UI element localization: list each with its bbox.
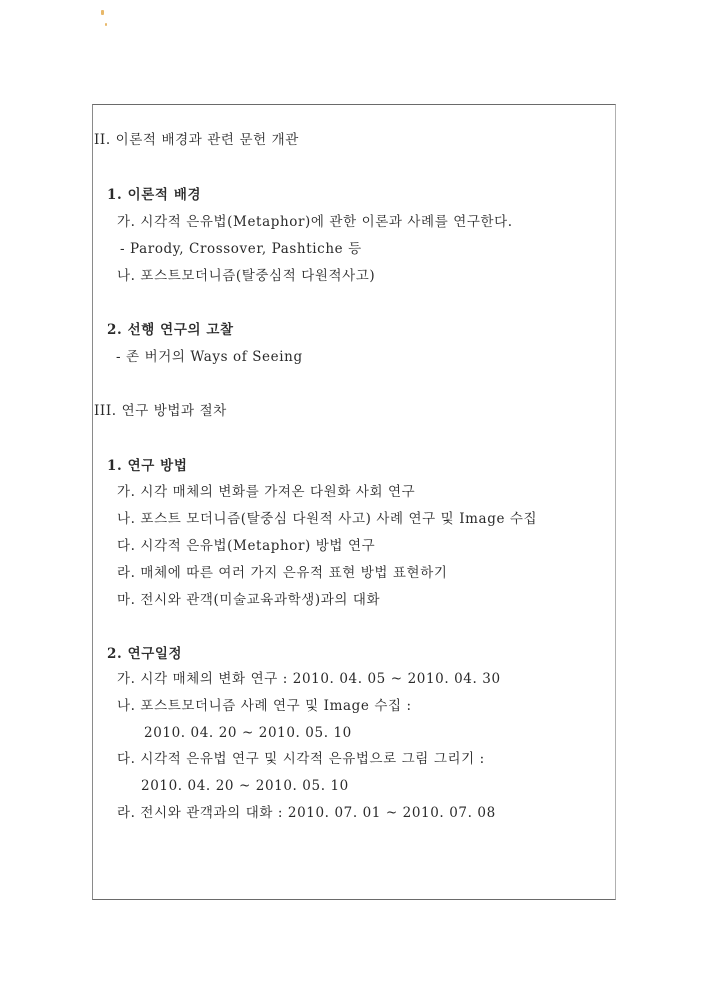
list-item: 라. 매체에 따른 여러 가지 은유적 표현 방법 표현하기 <box>117 565 448 581</box>
scan-speck <box>101 10 104 15</box>
subsection-heading: 1. 연구 방법 <box>107 458 188 474</box>
list-item: 나. 포스트 모더니즘(탈중심 다원적 사고) 사례 연구 및 Image 수집 <box>117 511 538 527</box>
scan-speck <box>105 23 107 26</box>
schedule-item: 다. 시각적 은유법 연구 및 시각적 은유법으로 그림 그리기 : <box>117 751 485 767</box>
schedule-item: 나. 포스트모더니즘 사례 연구 및 Image 수집 : <box>117 698 412 714</box>
subsection-heading: 1. 이론적 배경 <box>107 187 202 203</box>
list-item: 다. 시각적 은유법(Metaphor) 방법 연구 <box>117 538 376 554</box>
section-heading: II. 이론적 배경과 관련 문헌 개관 <box>94 132 299 148</box>
list-item: - Parody, Crossover, Pashtiche 등 <box>120 241 362 257</box>
list-item: 나. 포스트모더니즘(탈중심적 다원적사고) <box>117 268 376 284</box>
list-item: 마. 전시와 관객(미술교육과학생)과의 대화 <box>117 592 381 608</box>
schedule-item: 라. 전시와 관객과의 대화 : 2010. 07. 01 ~ 2010. 07. 08 <box>117 805 496 821</box>
subsection-heading: 2. 선행 연구의 고찰 <box>107 322 234 338</box>
schedule-date: 2010. 04. 20 ~ 2010. 05. 10 <box>144 725 352 741</box>
list-item: - 존 버거의 Ways of Seeing <box>116 349 303 365</box>
subsection-heading: 2. 연구일정 <box>107 646 183 662</box>
section-heading: III. 연구 방법과 절차 <box>94 403 227 419</box>
schedule-item: 가. 시각 매체의 변화 연구 : 2010. 04. 05 ~ 2010. 04. 30 <box>117 671 501 687</box>
schedule-date: 2010. 04. 20 ~ 2010. 05. 10 <box>141 778 349 794</box>
list-item: 가. 시각적 은유법(Metaphor)에 관한 이론과 사례를 연구한다. <box>117 214 513 230</box>
list-item: 가. 시각 매체의 변화를 가져온 다원화 사회 연구 <box>117 484 416 500</box>
